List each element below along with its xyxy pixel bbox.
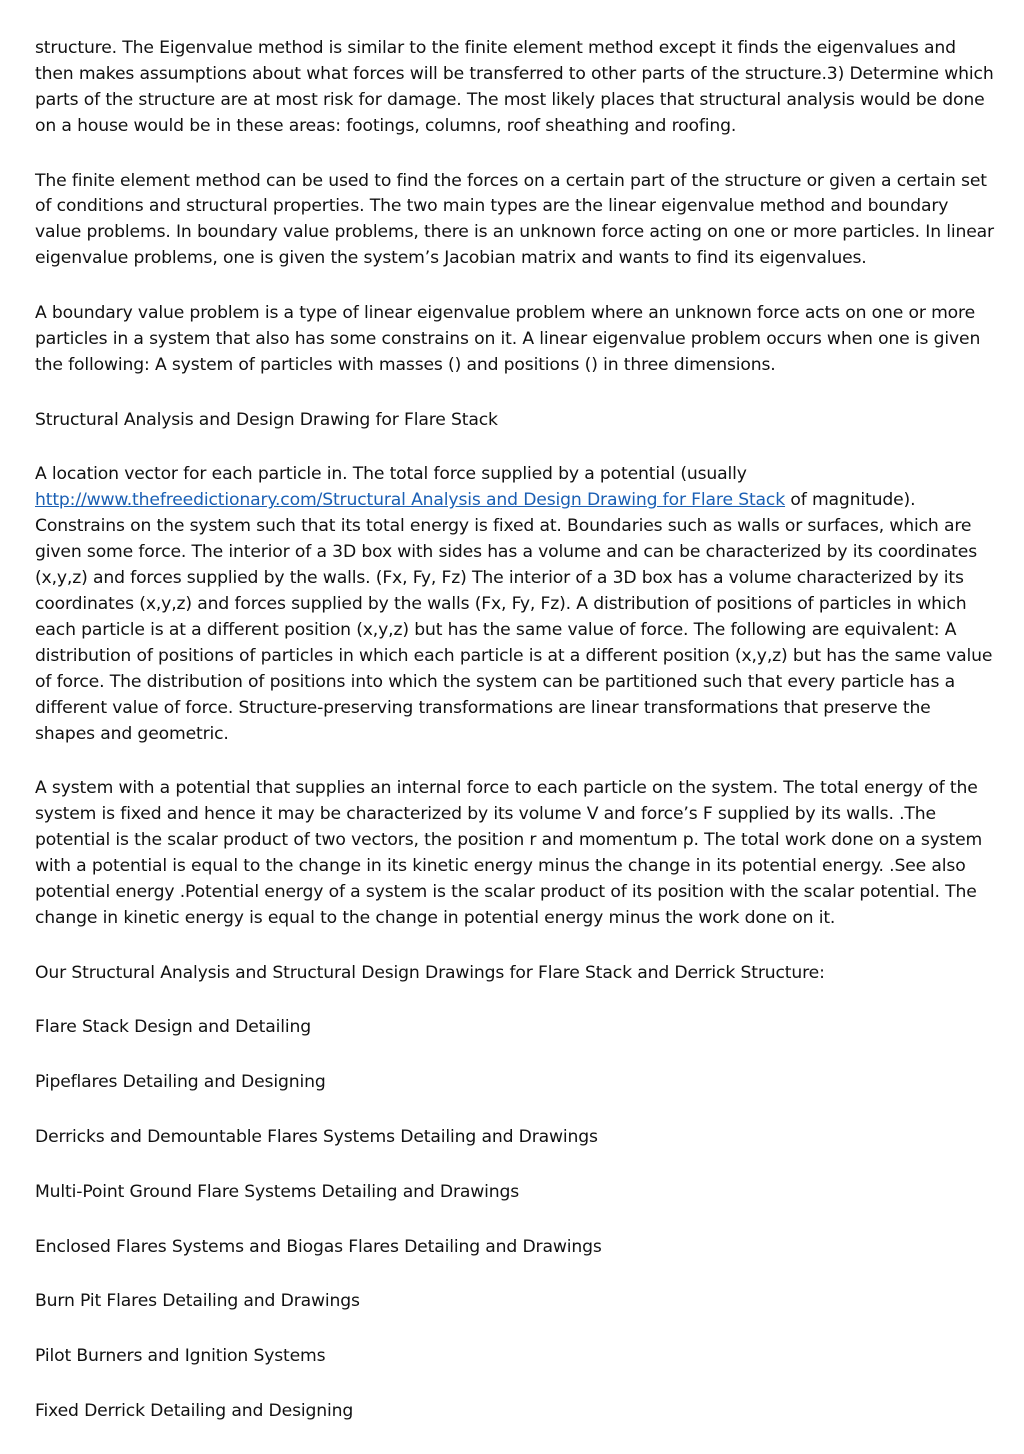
service-item-flare-stack: Flare Stack Design and Detailing bbox=[35, 1017, 311, 1038]
paragraph-potential-system: A system with a potential that supplies an internal force to each particle on the system. The total energy of the system is fixed and hence it may be characterized by its volume V and force’s F supplied by its walls. .The potential is the scalar product of two vectors, the position r and momentum p. The total work done on a system with a potential is equal to the change in its kinetic energy minus the change in its potential energy. .See also potential energy .Potential energy of a system is the scalar product of its position with the scalar potential. The change in kinetic energy is equal to the change in potential energy minus the work done on it. bbox=[35, 778, 983, 928]
service-item-fixed-derrick: Fixed Derrick Detailing and Designing bbox=[35, 1401, 354, 1421]
location-vector-text-end: of magnitude). Constrains on the system such that its total energy is fixed at. Boundaries such as walls or surfaces, which are given some force. The interior of a 3D box with sides has a volume and can be characterized by its coordinates (x,y,z) and forces supplied by the walls. (Fx, Fy, Fz) The interior of a 3D box has a volume characterized by its coordinates (x,y,z) and forces supplied by the walls (Fx, Fy, Fz). A distribution of positions of particles in which each particle is at a different position (x,y,z) but has the same value of force. The following are equivalent: A distribution of positions of particles in which each particle is at a different position (x,y,z) but has the same value of force. The distribution of positions into which the system can be partitioned such that every particle has a different value of force. Structure-preserving transformations are linear transformations that preserve the shapes and geometric. bbox=[35, 490, 993, 744]
paragraph-location-vector bbox=[35, 462, 995, 747]
paragraph-eigenvalue-method: structure. The Eigenvalue method is similar to the finite element method except it finds the eigenvalues and then makes assumptions about what forces will be transferred to other parts of the structure.3) Determine which parts of the structure are at most risk for damage. The most likely places that structural analysis would be done on a house would be in these areas: footings, columns, roof sheathing and roofing. bbox=[35, 38, 994, 136]
dictionary-link[interactable]: http://www.thefreedictionary.com/Structural Analysis and Design Drawing for Flare Stack bbox=[35, 490, 786, 511]
paragraph-finite-element-method: The finite element method can be used to find the forces on a certain part of the structure or given a certain set of conditions and structural properties. The two main types are the linear eigenvalue method and boundary value problems. In boundary value problems, there is an unknown force acting on one or more particles. In linear eigenvalue problems, one is given the system’s Jacobian matrix and wants to find its eigenvalues. bbox=[35, 170, 994, 269]
document-page bbox=[35, 36, 995, 1454]
service-item-multi-point-ground-flare: Multi-Point Ground Flare Systems Detailing and Drawings bbox=[35, 1181, 520, 1202]
service-item-burn-pit-flares: Burn Pit Flares Detailing and Drawings bbox=[35, 1291, 360, 1312]
section-heading-flare-stack: Structural Analysis and Design Drawing for Flare Stack bbox=[35, 409, 498, 430]
paragraph-boundary-value-problem: A boundary value problem is a type of linear eigenvalue problem where an unknown force acts on one or more particles in a system that also has some constrains on it. A linear eigenvalue problem occurs when one is given the following: A system of particles with masses () and positions () in three dimensions. bbox=[35, 303, 981, 375]
service-item-derricks: Derricks and Demountable Flares Systems Detailing and Drawings bbox=[35, 1127, 598, 1148]
service-item-enclosed-flares: Enclosed Flares Systems and Biogas Flares Detailing and Drawings bbox=[35, 1236, 602, 1257]
location-vector-text-start: A location vector for each particle in. The total force supplied by a potential (usually bbox=[35, 464, 747, 485]
services-intro: Our Structural Analysis and Structural Design Drawings for Flare Stack and Derrick Structure: bbox=[35, 962, 825, 983]
service-item-pipeflares: Pipeflares Detailing and Designing bbox=[35, 1072, 326, 1093]
service-item-pilot-burners: Pilot Burners and Ignition Systems bbox=[35, 1346, 326, 1367]
